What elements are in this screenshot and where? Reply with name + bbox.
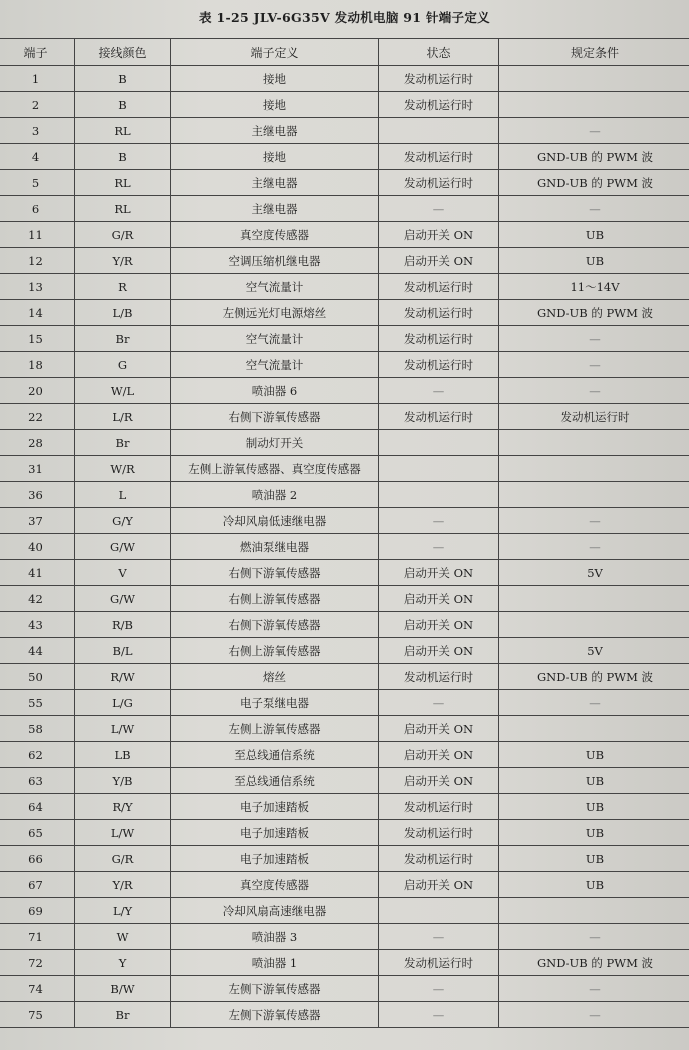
cell-definition: 右侧下游氧传感器 [171,560,379,586]
cell-terminal: 20 [0,378,75,404]
cell-definition: 空气流量计 [171,352,379,378]
cell-terminal: 28 [0,430,75,456]
table-row [0,300,689,326]
cell-wire-color: R/B [75,612,171,638]
cell-definition: 喷油器 3 [171,924,379,950]
table-row [0,222,689,248]
table-row [0,976,689,1002]
cell-wire-color: B [75,144,171,170]
cell-definition: 至总线通信系统 [171,768,379,794]
cell-terminal: 66 [0,846,75,872]
cell-wire-color: Y/R [75,872,171,898]
cell-state: — [379,1002,499,1028]
cell-state: 发动机运行时 [379,144,499,170]
cell-wire-color: L [75,482,171,508]
cell-definition: 至总线通信系统 [171,742,379,768]
cell-condition [499,92,689,118]
cell-state: 发动机运行时 [379,664,499,690]
cell-condition [499,716,689,742]
cell-state: — [379,196,499,222]
cell-condition: GND-UB 的 PWM 波 [499,300,689,326]
cell-state: — [379,534,499,560]
cell-state [379,430,499,456]
cell-wire-color: G/W [75,534,171,560]
table-row [0,66,689,92]
table-row [0,820,689,846]
cell-terminal: 42 [0,586,75,612]
table-row [0,924,689,950]
table-row [0,118,689,144]
cell-definition: 喷油器 2 [171,482,379,508]
cell-wire-color: Br [75,1002,171,1028]
cell-wire-color: RL [75,118,171,144]
cell-terminal: 75 [0,1002,75,1028]
cell-state: 发动机运行时 [379,352,499,378]
cell-definition: 左侧下游氧传感器 [171,976,379,1002]
cell-terminal: 62 [0,742,75,768]
cell-definition: 空气流量计 [171,326,379,352]
cell-state [379,482,499,508]
cell-state: 发动机运行时 [379,326,499,352]
cell-condition: — [499,326,689,352]
cell-definition: 电子加速踏板 [171,794,379,820]
cell-state: 发动机运行时 [379,404,499,430]
cell-state [379,118,499,144]
cell-definition: 冷却风扇高速继电器 [171,898,379,924]
cell-definition: 空气流量计 [171,274,379,300]
cell-wire-color: L/G [75,690,171,716]
cell-terminal: 14 [0,300,75,326]
cell-terminal: 5 [0,170,75,196]
cell-definition: 接地 [171,66,379,92]
cell-definition: 接地 [171,92,379,118]
cell-terminal: 37 [0,508,75,534]
cell-wire-color: G [75,352,171,378]
table-row [0,144,689,170]
cell-definition: 喷油器 1 [171,950,379,976]
cell-condition [499,586,689,612]
cell-wire-color: G/W [75,586,171,612]
cell-state: 启动开关 ON [379,248,499,274]
cell-condition [499,898,689,924]
table-row [0,92,689,118]
cell-terminal: 11 [0,222,75,248]
cell-condition [499,430,689,456]
cell-state: — [379,378,499,404]
cell-condition: 发动机运行时 [499,404,689,430]
cell-condition: 11～14V [499,274,689,300]
table-row [0,742,689,768]
cell-terminal: 2 [0,92,75,118]
cell-condition: GND-UB 的 PWM 波 [499,664,689,690]
table-row [0,950,689,976]
table-row [0,846,689,872]
cell-condition: 5V [499,638,689,664]
cell-condition: — [499,534,689,560]
cell-wire-color: Y/R [75,248,171,274]
cell-state: 发动机运行时 [379,794,499,820]
cell-state: 启动开关 ON [379,638,499,664]
cell-condition: UB [499,222,689,248]
cell-state: 发动机运行时 [379,66,499,92]
cell-definition: 喷油器 6 [171,378,379,404]
header-condition: 规定条件 [499,39,689,66]
cell-state: — [379,976,499,1002]
table-row [0,560,689,586]
cell-state: 发动机运行时 [379,820,499,846]
cell-state: 发动机运行时 [379,846,499,872]
table-row [0,898,689,924]
cell-definition: 接地 [171,144,379,170]
table-row [0,378,689,404]
cell-definition: 主继电器 [171,118,379,144]
cell-condition: — [499,690,689,716]
cell-definition: 真空度传感器 [171,872,379,898]
table-row [0,612,689,638]
cell-definition: 主继电器 [171,170,379,196]
cell-wire-color: R/Y [75,794,171,820]
cell-definition: 右侧下游氧传感器 [171,404,379,430]
table-row [0,638,689,664]
cell-condition: — [499,196,689,222]
cell-condition: GND-UB 的 PWM 波 [499,144,689,170]
cell-terminal: 55 [0,690,75,716]
cell-definition: 左侧上游氧传感器 [171,716,379,742]
cell-state: 发动机运行时 [379,92,499,118]
cell-state: — [379,690,499,716]
header-wire-color: 接线颜色 [75,39,171,66]
cell-state: 发动机运行时 [379,274,499,300]
cell-wire-color: L/R [75,404,171,430]
cell-terminal: 6 [0,196,75,222]
cell-condition: UB [499,872,689,898]
cell-wire-color: RL [75,196,171,222]
cell-definition: 右侧上游氧传感器 [171,586,379,612]
cell-wire-color: W/R [75,456,171,482]
cell-wire-color: R/W [75,664,171,690]
table-title: 表 1-25 JLV-6G35V 发动机电脑 91 针端子定义 [199,10,490,25]
cell-wire-color: G/R [75,846,171,872]
cell-condition: — [499,378,689,404]
cell-wire-color: L/Y [75,898,171,924]
cell-terminal: 50 [0,664,75,690]
cell-wire-color: L/W [75,820,171,846]
cell-state [379,898,499,924]
cell-state: 发动机运行时 [379,170,499,196]
cell-wire-color: V [75,560,171,586]
cell-terminal: 40 [0,534,75,560]
cell-condition [499,66,689,92]
cell-definition: 冷却风扇低速继电器 [171,508,379,534]
cell-definition: 左侧上游氧传感器、真空度传感器 [171,456,379,482]
table-row [0,482,689,508]
cell-terminal: 4 [0,144,75,170]
cell-definition: 空调压缩机继电器 [171,248,379,274]
cell-condition: UB [499,742,689,768]
terminal-definition-table [0,38,689,1028]
cell-condition: 5V [499,560,689,586]
cell-condition: — [499,976,689,1002]
table-row [0,430,689,456]
cell-condition: UB [499,768,689,794]
cell-terminal: 3 [0,118,75,144]
cell-condition [499,612,689,638]
cell-terminal: 18 [0,352,75,378]
cell-state [379,456,499,482]
cell-state: 启动开关 ON [379,612,499,638]
cell-condition: — [499,118,689,144]
table-row [0,274,689,300]
table-row [0,508,689,534]
cell-state: 启动开关 ON [379,586,499,612]
table-row [0,664,689,690]
cell-wire-color: B/L [75,638,171,664]
cell-state: — [379,508,499,534]
table-row [0,586,689,612]
cell-state: — [379,924,499,950]
cell-terminal: 64 [0,794,75,820]
cell-definition: 制动灯开关 [171,430,379,456]
header-definition: 端子定义 [171,39,379,66]
cell-state: 启动开关 ON [379,716,499,742]
header-row [0,39,689,66]
cell-definition: 真空度传感器 [171,222,379,248]
cell-terminal: 67 [0,872,75,898]
cell-condition: UB [499,846,689,872]
cell-terminal: 72 [0,950,75,976]
cell-state: 启动开关 ON [379,768,499,794]
cell-terminal: 44 [0,638,75,664]
table-row [0,690,689,716]
cell-terminal: 63 [0,768,75,794]
cell-wire-color: LB [75,742,171,768]
cell-condition: — [499,508,689,534]
cell-terminal: 12 [0,248,75,274]
cell-terminal: 15 [0,326,75,352]
cell-terminal: 36 [0,482,75,508]
table-row [0,872,689,898]
cell-state: 启动开关 ON [379,222,499,248]
cell-wire-color: R [75,274,171,300]
cell-wire-color: RL [75,170,171,196]
table-row [0,716,689,742]
table-row [0,196,689,222]
cell-state: 发动机运行时 [379,950,499,976]
cell-wire-color: G/R [75,222,171,248]
cell-state: 启动开关 ON [379,560,499,586]
table-row [0,404,689,430]
table-row [0,768,689,794]
cell-condition: UB [499,248,689,274]
cell-state: 发动机运行时 [379,300,499,326]
cell-wire-color: L/B [75,300,171,326]
cell-definition: 电子加速踏板 [171,820,379,846]
table-row [0,352,689,378]
table-row [0,1002,689,1028]
cell-terminal: 74 [0,976,75,1002]
cell-wire-color: B [75,66,171,92]
cell-terminal: 41 [0,560,75,586]
cell-terminal: 43 [0,612,75,638]
cell-terminal: 65 [0,820,75,846]
cell-wire-color: B/W [75,976,171,1002]
cell-terminal: 69 [0,898,75,924]
header-state: 状态 [379,39,499,66]
cell-wire-color: B [75,92,171,118]
cell-terminal: 22 [0,404,75,430]
table-row [0,326,689,352]
table-row [0,794,689,820]
cell-terminal: 1 [0,66,75,92]
cell-definition: 左侧远光灯电源熔丝 [171,300,379,326]
cell-wire-color: L/W [75,716,171,742]
table-row [0,534,689,560]
cell-terminal: 31 [0,456,75,482]
cell-definition: 燃油泵继电器 [171,534,379,560]
cell-wire-color: Br [75,326,171,352]
cell-terminal: 71 [0,924,75,950]
cell-terminal: 13 [0,274,75,300]
cell-definition: 右侧上游氧传感器 [171,638,379,664]
cell-state: 启动开关 ON [379,872,499,898]
cell-condition [499,456,689,482]
header-terminal: 端子 [0,39,75,66]
cell-definition: 主继电器 [171,196,379,222]
table-row [0,456,689,482]
cell-definition: 熔丝 [171,664,379,690]
cell-definition: 右侧下游氧传感器 [171,612,379,638]
cell-condition [499,482,689,508]
cell-terminal: 58 [0,716,75,742]
cell-state: 启动开关 ON [379,742,499,768]
cell-wire-color: G/Y [75,508,171,534]
cell-wire-color: W [75,924,171,950]
cell-condition: UB [499,794,689,820]
cell-condition: UB [499,820,689,846]
cell-condition: GND-UB 的 PWM 波 [499,170,689,196]
cell-wire-color: Y/B [75,768,171,794]
cell-condition: — [499,352,689,378]
table-body [0,66,689,1028]
cell-condition: — [499,924,689,950]
cell-definition: 左侧下游氧传感器 [171,1002,379,1028]
table-row [0,248,689,274]
cell-wire-color: Br [75,430,171,456]
cell-definition: 电子加速踏板 [171,846,379,872]
cell-definition: 电子泵继电器 [171,690,379,716]
cell-wire-color: W/L [75,378,171,404]
table-row [0,170,689,196]
cell-condition: GND-UB 的 PWM 波 [499,950,689,976]
cell-condition: — [499,1002,689,1028]
cell-wire-color: Y [75,950,171,976]
